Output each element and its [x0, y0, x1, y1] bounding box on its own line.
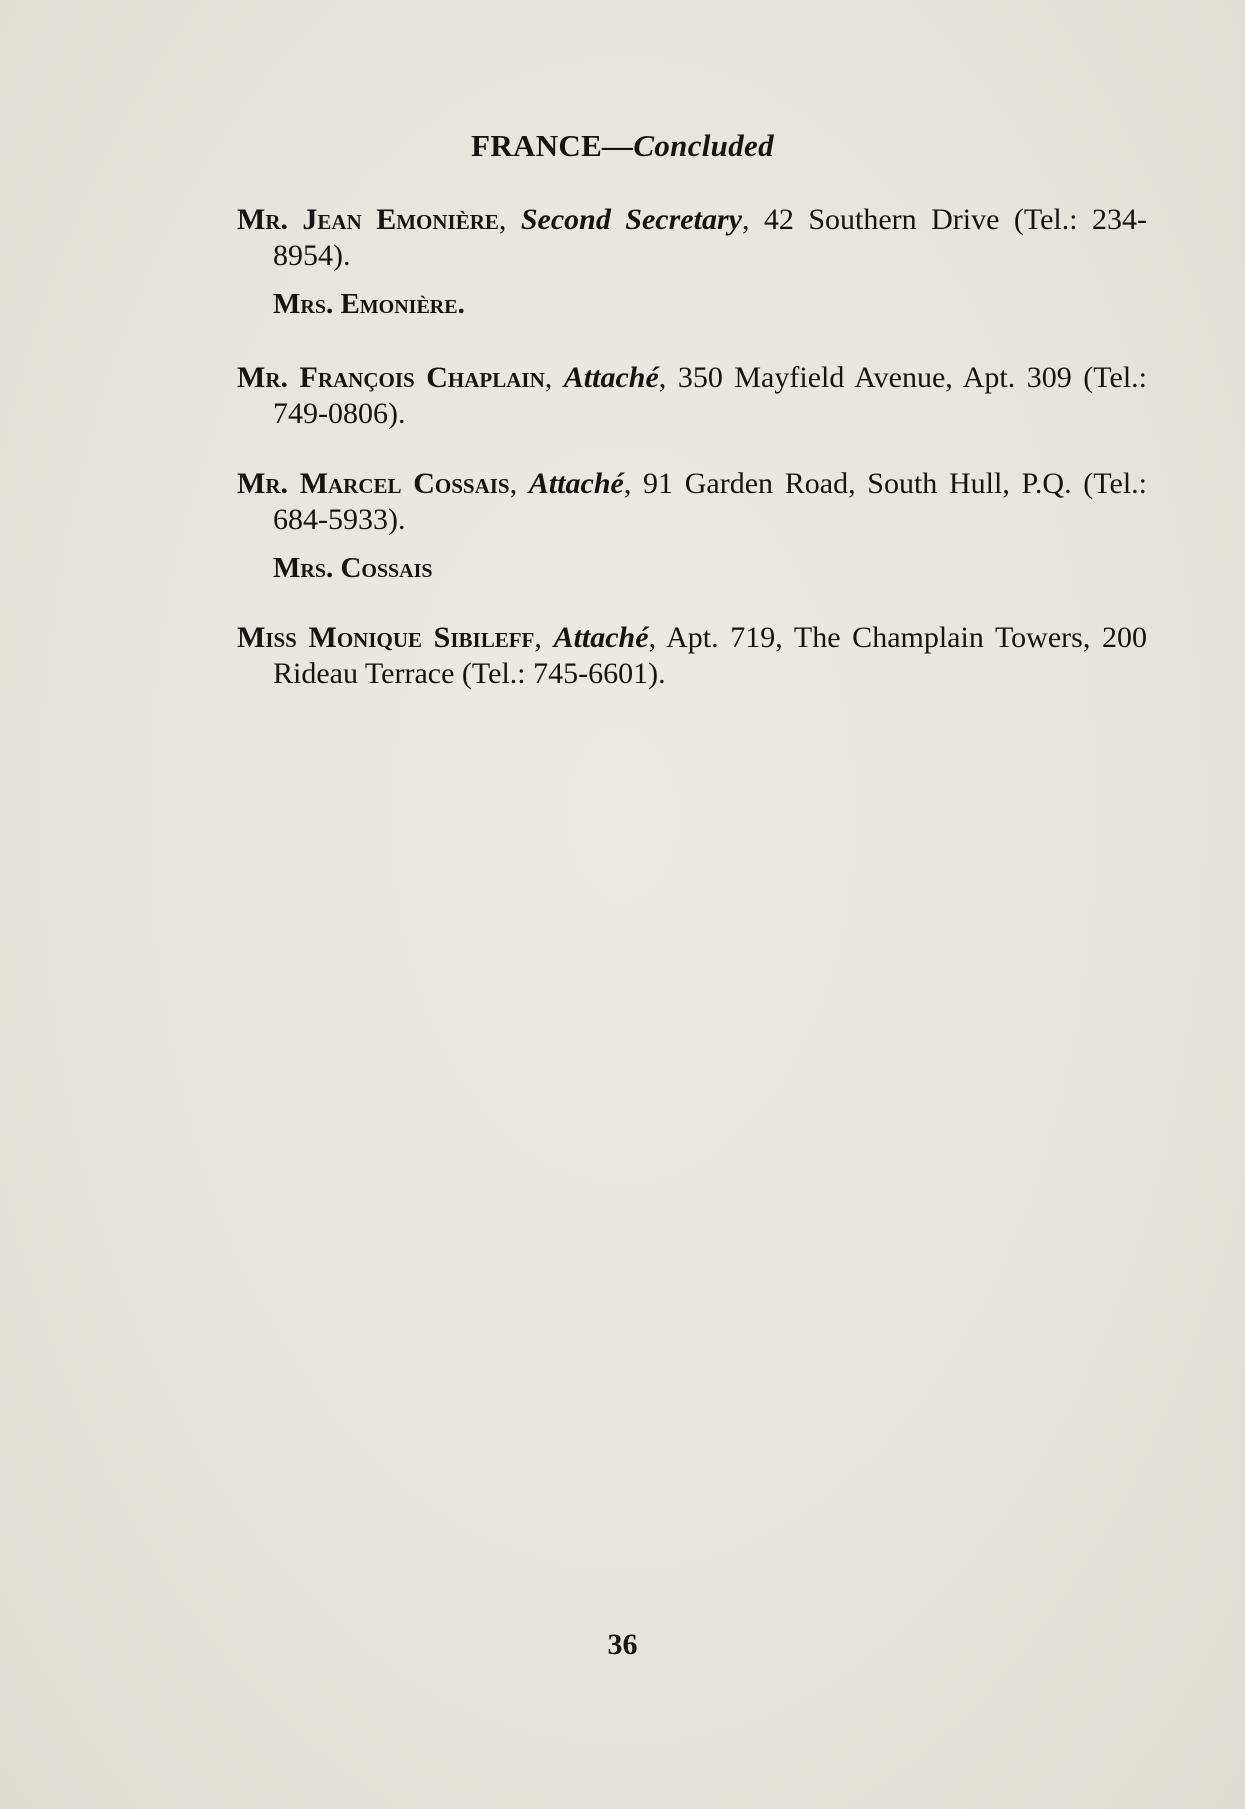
heading-suffix: Concluded: [633, 128, 774, 163]
entry-details: , 42 Southern Drive (Tel.: 234-8954).: [273, 203, 1147, 272]
entry-separator: ,: [534, 621, 554, 654]
diplomat-entry: [237, 620, 1147, 692]
entry-details: , Apt. 719, The Champlain Towers, 200 Rideau Terrace (Tel.: 745-6601).: [273, 621, 1147, 690]
entry-text: [237, 360, 1147, 432]
entry-title: Attaché: [528, 467, 624, 500]
page-number: 36: [607, 1628, 638, 1661]
entry-details: , 91 Garden Road, South Hull, P.Q. (Tel.: 684-5933).: [273, 467, 1148, 536]
diplomat-entry: [237, 202, 1147, 322]
heading-dash: —: [602, 128, 634, 163]
entry-details: , 350 Mayfield Avenue, Apt. 309 (Tel.: 749-0806).: [273, 361, 1147, 430]
entry-separator: ,: [509, 467, 529, 500]
entry-title: Attaché: [553, 621, 649, 654]
entry-name: Mr. Jean Emonière: [237, 203, 499, 236]
diplomat-list: [237, 202, 1147, 718]
diplomat-entry: [237, 466, 1147, 586]
entry-separator: ,: [498, 203, 521, 236]
entry-name: Miss Monique Sibileff: [237, 621, 535, 654]
entry-text: [237, 620, 1147, 692]
heading-country: FRANCE: [471, 128, 603, 163]
entry-separator: ,: [544, 361, 564, 394]
entry-name: Mr. François Chaplain: [237, 361, 545, 394]
page-heading: [0, 128, 1245, 164]
entry-text: [237, 466, 1147, 538]
entry-title: Attaché: [563, 361, 659, 394]
entry-text: [237, 202, 1147, 274]
diplomat-entry: [237, 360, 1147, 432]
entry-title: Second Secretary: [520, 203, 742, 236]
entry-name: Mr. Marcel Cossais: [237, 467, 510, 500]
entry-spouse: Mrs. Emonière.: [273, 288, 465, 320]
entry-spouse: Mrs. Cossais: [273, 552, 433, 584]
